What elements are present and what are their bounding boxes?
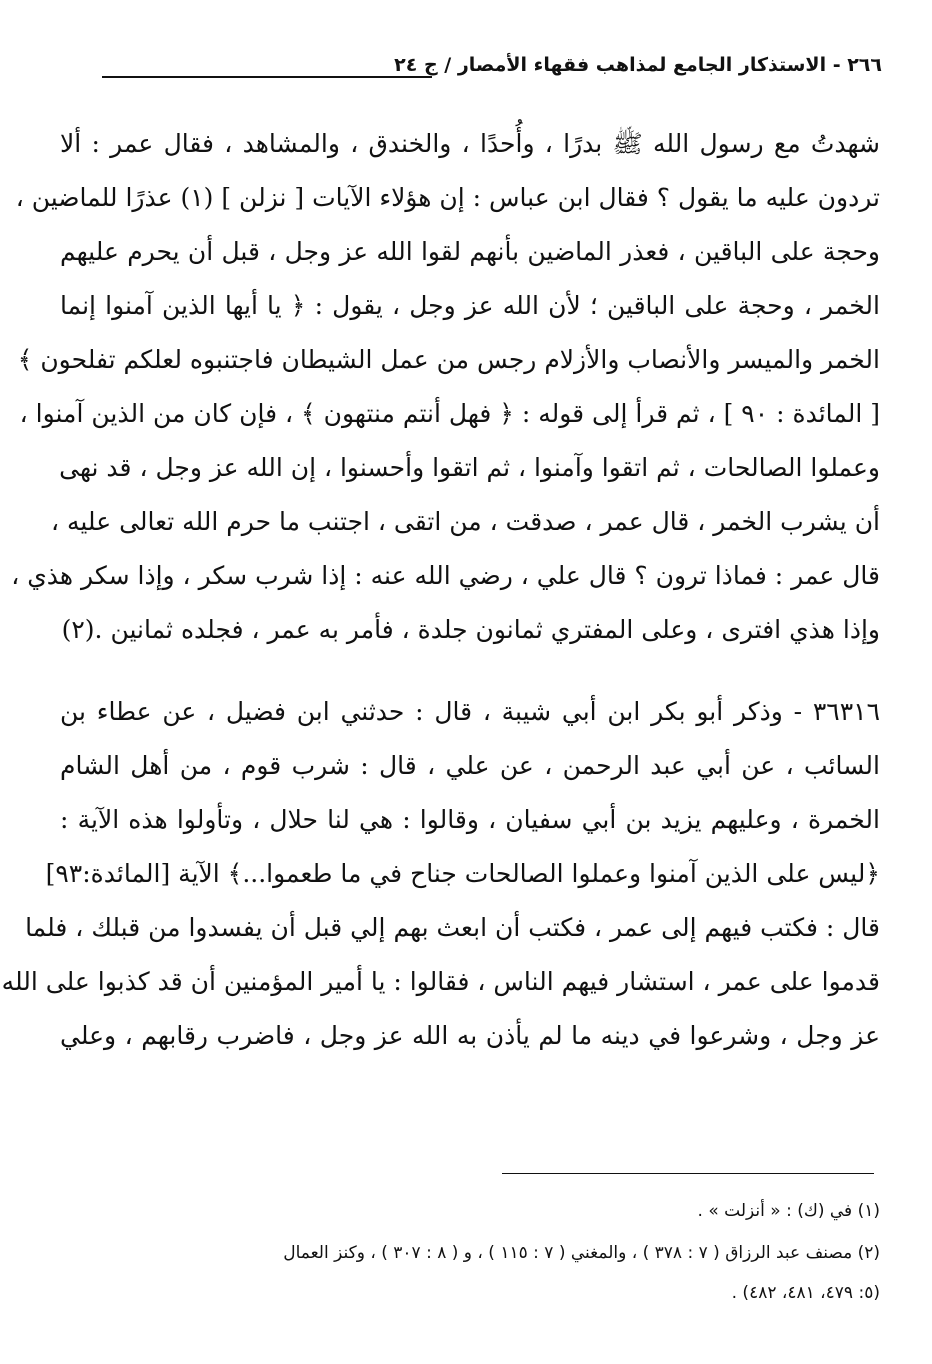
body-line: عز وجل ، وشرعوا في دينه ما لم يأذن به الله عز وجل ، فاضرب رقابهم ، وعلي	[60, 1021, 880, 1050]
paragraph-number-line: ٣٦٣١٦ - وذكر أبو بكر ابن أبي شيبة ، قال : حدثني ابن فضيل ، عن عطاء بن	[60, 697, 880, 726]
body-line: شهدتُ مع رسول الله ﷺ بدرًا ، وأُحدًا ، والخندق ، والمشاهد ، فقال عمر : ألا	[60, 129, 880, 158]
header-rule	[102, 76, 432, 78]
body-line: تردون عليه ما يقول ؟ فقال ابن عباس : إن هؤلاء الآيات [ نزلن ] (١) عذرًا للماضين ،	[15, 183, 880, 212]
body-line: ﴿ليس على الذين آمنوا وعملوا الصالحات جناح في ما طعموا...﴾ الآية [المائدة:٩٣]	[45, 859, 880, 888]
body-line: وحجة على الباقين ، فعذر الماضين بأنهم لقوا الله عز وجل ، قبل أن يحرم عليهم	[60, 237, 880, 266]
body-line: وعملوا الصالحات ، ثم اتقوا وآمنوا ، ثم اتقوا وأحسنوا ، إن الله عز وجل ، قد نهى	[59, 453, 880, 482]
body-line: الخمر والميسر والأنصاب والأزلام رجس من عمل الشيطان فاجتنبوه لعلكم تفلحون ﴾	[17, 345, 880, 374]
body-line: وإذا هذي افترى ، وعلى المفتري ثمانون جلدة ، فأمر به عمر ، فجلده ثمانين .(٢)	[61, 615, 880, 644]
body-line: الخمرة ، وعليهم يزيد بن أبي سفيان ، وقالوا : هي لنا حلال ، وتأولوا هذه الآية :	[60, 805, 880, 834]
body-line: [ المائدة : ٩٠ ] ، ثم قرأ إلى قوله : ﴿ فهل أنتم منتهون ﴾ ، فإن كان من الذين آمنوا ،	[19, 399, 880, 428]
running-header: ٢٦٦ - الاستذكار الجامع لمذاهب فقهاء الأمصار / ج ٢٤	[394, 54, 882, 76]
footnote-2-continued: (٥: ٤٧٩، ٤٨١، ٤٨٢) .	[731, 1283, 880, 1303]
footnote-1: (١) في (ك) : « أنزلت » .	[697, 1201, 880, 1221]
footnote-rule	[502, 1173, 874, 1174]
body-line: السائب ، عن أبي عبد الرحمن ، عن علي ، قال : شرب قوم ، من أهل الشام	[60, 751, 880, 780]
body-line: أن يشرب الخمر ، قال عمر ، صدقت ، من اتقى ، اجتنب ما حرم الله تعالى عليه ،	[50, 507, 880, 536]
body-line: قال عمر : فماذا ترون ؟ قال علي ، رضي الله عنه : إذا شرب سكر ، وإذا سكر هذي ،	[11, 561, 880, 590]
body-line: قال : فكتب فيهم إلى عمر ، فكتب أن ابعث بهم إلي قبل أن يفسدوا من قبلك ، فلما	[25, 913, 880, 942]
body-line: قدموا على عمر ، استشار فيهم الناس ، فقالوا : يا أمير المؤمنين أن قد كذبوا على الله	[1, 967, 880, 996]
body-line: الخمر ، وحجة على الباقين ؛ لأن الله عز وجل ، يقول : ﴿ يا أيها الذين آمنوا إنما	[60, 291, 880, 320]
footnote-2: (٢) مصنف عبد الرزاق ( ٧ : ٣٧٨ ) ، والمغني ( ٧ : ١١٥ ) ، و ( ٨ : ٣٠٧ ) ، وكنز العمال	[283, 1243, 880, 1263]
